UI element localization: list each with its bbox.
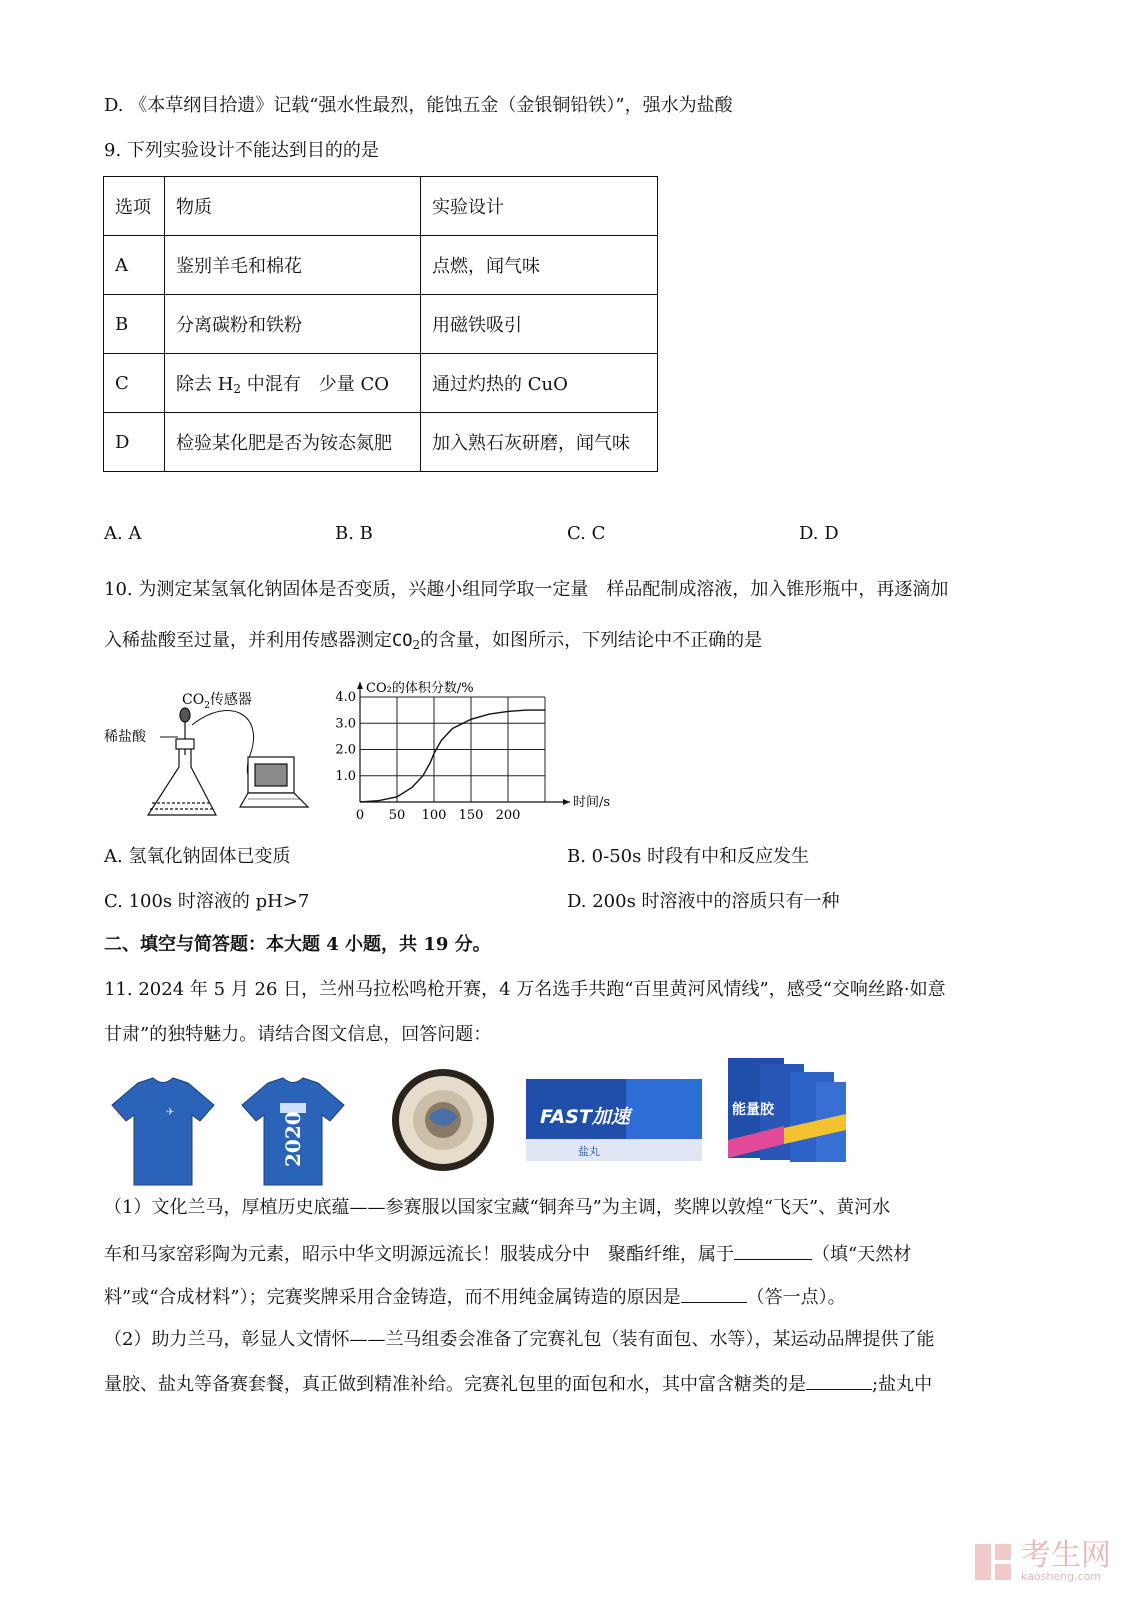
q11-part1-text: （答一点）。 (746, 1287, 846, 1308)
q10-stem-text: 的含量，如图所示，下列结论中不正确的是 (420, 630, 763, 651)
table-cell: C (104, 354, 165, 413)
q11-stem-line2: 甘肃”的独特魅力。请结合图文信息，回答问题： (104, 1024, 492, 1045)
box-brand-text: FAST加速 (540, 1106, 630, 1128)
co2-chart (330, 680, 630, 840)
q10-stem-line2 (104, 629, 762, 657)
chart-x-tick-label: 50 (388, 808, 406, 823)
q11-part2-text: 量胶、盐丸等备赛套餐，真正做到精准补给。完赛礼包里的面包和水，其中富含糖类的是 (104, 1374, 806, 1395)
q10-stem-text: 入稀盐酸至过量，并利用传感器测定 (104, 630, 392, 651)
table-cell: A (104, 236, 165, 295)
table-header-cell: 选项 (104, 177, 165, 236)
section-2-heading: 二、填空与简答题：本大题 4 小题，共 19 分。 (104, 934, 491, 955)
q11-part2-line1: （2）助力兰马，彰显人文情怀——兰马组委会准备了完赛礼包（装有面包、水等），某运动品牌提供了能 (104, 1329, 935, 1350)
medal-image (388, 1065, 498, 1175)
q10-choice-a: A. 氢氧化钠固体已变质 (104, 846, 291, 867)
table-cell: 用磁铁吸引 (421, 295, 658, 354)
watermark-text: 考生网 (1021, 1538, 1111, 1573)
q10-choice-c: C. 100s 时溶液的 pH>7 (104, 891, 310, 912)
table-cell: 加入熟石灰研磨，闻气味 (421, 413, 658, 472)
flask-icon (148, 739, 216, 815)
shirt-back-image (238, 1075, 348, 1190)
q9-table (103, 176, 658, 472)
chart-y-tick-label: 3.0 (335, 716, 356, 732)
shirt-number: 2020 (281, 1111, 305, 1167)
formula-text: 除去 H (176, 374, 234, 395)
chart-x-tick-label: 100 (421, 808, 447, 823)
answer-blank[interactable] (806, 1371, 872, 1390)
chart-x-arrow (563, 799, 570, 805)
watermark-logo-icon (973, 1542, 1013, 1582)
subscript: 2 (412, 638, 421, 652)
table-cell: B (104, 295, 165, 354)
q9-choice-d: D. D (799, 523, 839, 544)
q11-part2-text: ;盐丸中 (872, 1374, 933, 1395)
chart-x-tick-label: 0 (355, 808, 365, 823)
q9-choice-a: A. A (104, 523, 142, 544)
q11-part1-line3 (104, 1284, 846, 1310)
chart-series-line (360, 710, 545, 802)
table-header-cell: 实验设计 (421, 177, 658, 236)
chart-y-arrow (357, 682, 363, 689)
q9-stem: 9. 下列实验设计不能达到目的的是 (104, 140, 379, 161)
q11-stem-line1: 11. 2024 年 5 月 26 日，兰州马拉松鸣枪开赛，4 万名选手共跑“百里黄河风情线”，感受“交响丝路·如意 (104, 979, 946, 1000)
answer-blank[interactable] (681, 1284, 747, 1303)
chart-x-tick-label: 200 (495, 808, 521, 823)
table-row (104, 354, 658, 413)
box-label-text: 盐丸 (578, 1145, 600, 1158)
table-header-cell: 物质 (165, 177, 421, 236)
chart-y-tick-label: 1.0 (335, 768, 356, 784)
table-header-row (104, 177, 658, 236)
table-row (104, 295, 658, 354)
shirt-front-image (108, 1075, 218, 1190)
formula-text: CO (392, 631, 413, 651)
table-cell: 点燃，闻气味 (421, 236, 658, 295)
formula-text: 中混有 少量 CO (241, 374, 390, 395)
gel-pack-label: 能量胶 (732, 1102, 774, 1118)
q11-part1-line2 (104, 1241, 911, 1267)
chart-y-tick-label: 2.0 (335, 742, 356, 758)
chart-xlabel: 时间/s (573, 795, 611, 810)
table-cell (165, 354, 421, 413)
sensor-label: $CO_2$传感器 (182, 692, 252, 711)
acid-label: 稀盐酸 (104, 729, 146, 745)
subscript: 2 (233, 382, 242, 396)
table-cell: 检验某化肥是否为铵态氮肥 (165, 413, 421, 472)
q11-part1-text: 车和马家窑彩陶为元素，昭示中华文明源远流长！服装成分中 聚酯纤维，属于 (104, 1244, 734, 1265)
table-cell: 通过灼热的 CuO (421, 354, 658, 413)
laptop-icon (240, 757, 308, 807)
table-cell: 分离碳粉和铁粉 (165, 295, 421, 354)
chart-title: CO₂的体积分数/% (366, 681, 474, 696)
q11-part2-line2 (104, 1371, 932, 1397)
watermark-url: kaosheng.com (1021, 1570, 1102, 1583)
shirt-logo-icon: ✈ (166, 1107, 175, 1118)
q11-part1-line1: （1）文化兰马，厚植历史底蕴——参赛服以国家宝藏“铜奔马”为主调，奖牌以敦煌“飞天”、黄河水 (104, 1197, 891, 1218)
watermark (973, 1538, 1111, 1583)
table-row (104, 413, 658, 472)
energy-gel-packs-image (728, 1058, 848, 1164)
table-cell: 鉴别羊毛和棉花 (165, 236, 421, 295)
q10-stem-line1: 10. 为测定某氢氧化钠固体是否变质，兴趣小组同学取一定量 样品配制成溶液，加入锥形瓶中，再逐滴加 (104, 579, 949, 600)
chart-y-tick-label: 4.0 (335, 690, 356, 705)
q11-part1-text: （填“天然材 (812, 1244, 912, 1265)
table-cell: D (104, 413, 165, 472)
q11-part1-text: 料”或“合成材料”）；完赛奖牌采用合金铸造，而不用纯金属铸造的原因是 (104, 1287, 681, 1308)
q9-choice-b: B. B (335, 523, 373, 544)
chart-x-tick-label: 150 (458, 808, 484, 823)
table-row (104, 236, 658, 295)
q9-choice-c: C. C (567, 523, 606, 544)
apparatus-diagram (100, 685, 330, 835)
q10-choice-b: B. 0-50s 时段有中和反应发生 (567, 846, 810, 867)
q8-option-d: D. 《本草纲目拾遗》记载“强水性最烈，能蚀五金（金银铜铅铁）”，强水为盐酸 (104, 95, 733, 116)
salt-tablet-box-image (526, 1079, 702, 1161)
q10-choice-d: D. 200s 时溶液中的溶质只有一种 (567, 891, 840, 912)
answer-blank[interactable] (734, 1241, 812, 1260)
